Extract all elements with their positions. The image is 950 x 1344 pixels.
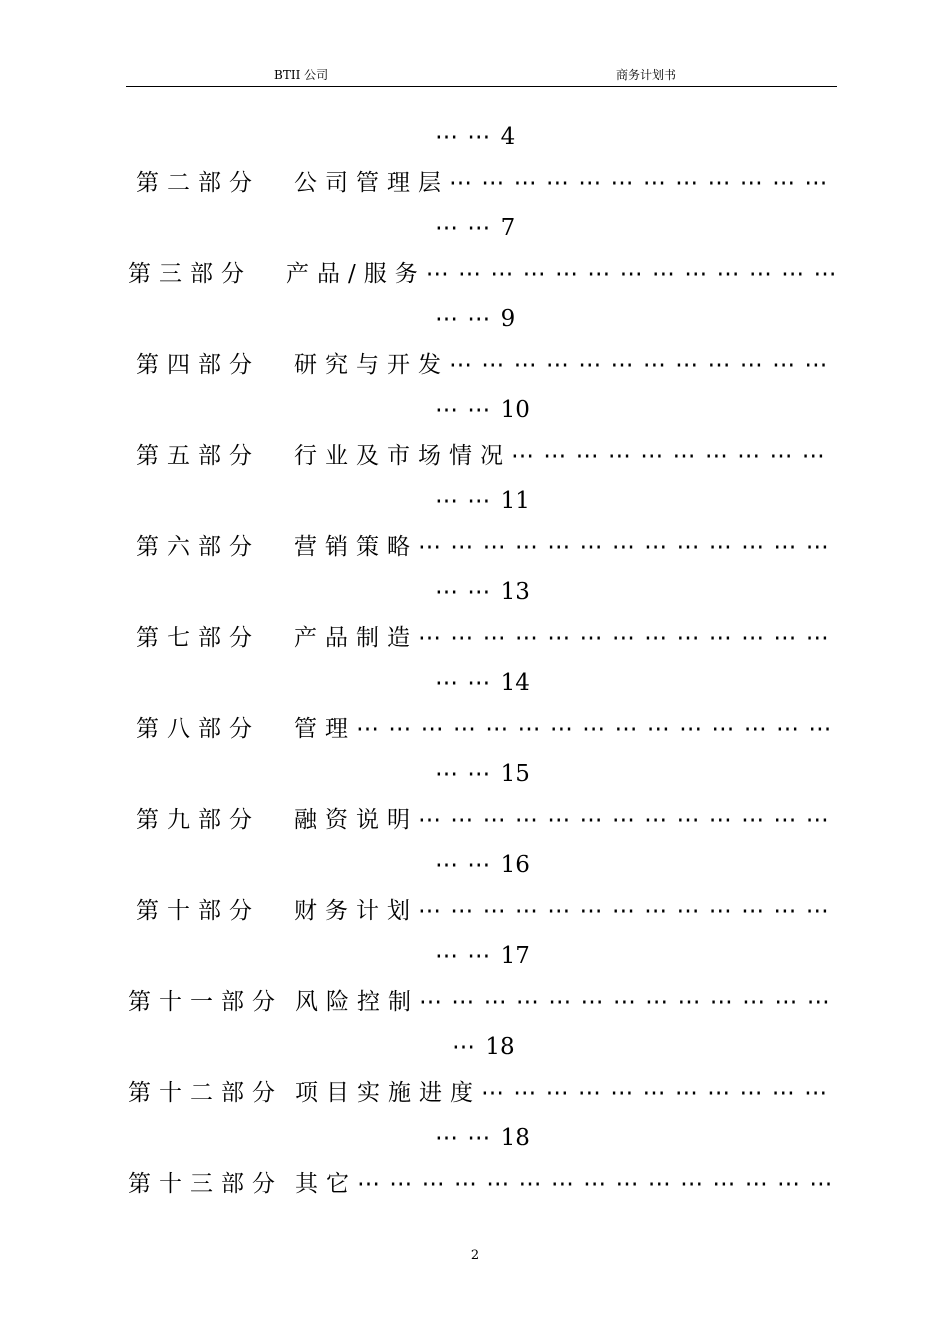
- toc-leader-dots: ⋯ ⋯ ⋯ ⋯ ⋯ ⋯ ⋯ ⋯ ⋯ ⋯ ⋯ ⋯ ⋯: [418, 807, 830, 833]
- toc-page-number: 11: [500, 488, 530, 514]
- toc-entry[interactable]: [136, 715, 832, 743]
- toc-continuation-line: [435, 487, 530, 515]
- toc-entry[interactable]: [128, 1079, 828, 1107]
- toc-leader-dots: ⋯ ⋯ ⋯ ⋯ ⋯ ⋯ ⋯ ⋯ ⋯ ⋯ ⋯ ⋯ ⋯: [419, 989, 831, 1015]
- toc-page-number: 13: [500, 579, 530, 605]
- toc-entry[interactable]: [136, 624, 830, 652]
- toc-continuation-line: [435, 214, 515, 242]
- toc-entry-title: 研究与开发: [294, 352, 449, 378]
- toc-leader-dots: ⋯ ⋯: [435, 306, 492, 332]
- toc-leader-dots: ⋯ ⋯ ⋯ ⋯ ⋯ ⋯ ⋯ ⋯ ⋯ ⋯ ⋯: [481, 1080, 829, 1106]
- toc-continuation-line: [435, 305, 515, 333]
- toc-entry-title: 管理: [294, 716, 356, 742]
- toc-section-label: 第三部分: [128, 261, 252, 287]
- toc-leader-dots: ⋯ ⋯ ⋯ ⋯ ⋯ ⋯ ⋯ ⋯ ⋯ ⋯ ⋯ ⋯ ⋯: [418, 625, 830, 651]
- toc-section-label: 第七部分: [136, 625, 260, 651]
- toc-section-label: 第十一部分: [128, 989, 283, 1015]
- toc-entry-title: 公司管理层: [294, 170, 449, 196]
- header-document-title: 商务计划书: [616, 68, 677, 82]
- toc-leader-dots: ⋯ ⋯: [435, 124, 492, 150]
- toc-entry[interactable]: [136, 442, 826, 470]
- toc-leader-dots: ⋯ ⋯: [435, 943, 492, 969]
- toc-entry-title: 项目实施进度: [295, 1080, 481, 1106]
- toc-page-number: 4: [500, 124, 516, 150]
- toc-continuation-line: [435, 578, 530, 606]
- toc-leader-dots: ⋯ ⋯: [435, 215, 492, 241]
- toc-leader-dots: ⋯ ⋯: [435, 488, 492, 514]
- toc-continuation-line: [435, 851, 530, 879]
- toc-page-number: 18: [500, 1125, 530, 1151]
- toc-leader-dots: ⋯ ⋯: [435, 670, 492, 696]
- toc-section-label: 第二部分: [136, 170, 260, 196]
- toc-page-number: 16: [500, 852, 530, 878]
- toc-entry-title: 融资说明: [294, 807, 418, 833]
- toc-leader-dots: ⋯ ⋯: [435, 1125, 492, 1151]
- toc-section-label: 第五部分: [136, 443, 260, 469]
- toc-section-label: 第六部分: [136, 534, 260, 560]
- toc-entry[interactable]: [136, 806, 830, 834]
- toc-continuation-line: [435, 1124, 530, 1152]
- toc-continuation-line: [435, 942, 530, 970]
- toc-entry[interactable]: [128, 260, 837, 288]
- toc-leader-dots: ⋯: [452, 1034, 476, 1060]
- toc-page-number: 14: [500, 670, 530, 696]
- toc-section-label: 第十部分: [136, 898, 260, 924]
- toc-entry[interactable]: [128, 1170, 833, 1198]
- toc-leader-dots: ⋯ ⋯ ⋯ ⋯ ⋯ ⋯ ⋯ ⋯ ⋯ ⋯ ⋯ ⋯: [449, 352, 829, 378]
- toc-section-label: 第十三部分: [128, 1171, 283, 1197]
- toc-continuation-line: [452, 1033, 515, 1061]
- toc-entry-title: 其它: [295, 1171, 357, 1197]
- toc-entry[interactable]: [136, 533, 830, 561]
- header-company: BTII 公司: [274, 68, 329, 82]
- toc-continuation-line: [435, 760, 530, 788]
- toc-entry-title: 风险控制: [295, 989, 419, 1015]
- toc-leader-dots: ⋯ ⋯ ⋯ ⋯ ⋯ ⋯ ⋯ ⋯ ⋯ ⋯ ⋯ ⋯ ⋯ ⋯ ⋯: [356, 716, 833, 742]
- toc-continuation-line: [435, 396, 530, 424]
- toc-leader-dots: ⋯ ⋯: [435, 397, 492, 423]
- toc-page-number: 17: [500, 943, 530, 969]
- toc-leader-dots: ⋯ ⋯ ⋯ ⋯ ⋯ ⋯ ⋯ ⋯ ⋯ ⋯ ⋯ ⋯ ⋯: [418, 898, 830, 924]
- toc-page-number: 18: [485, 1034, 515, 1060]
- toc-page-number: 7: [500, 215, 516, 241]
- page-header: [126, 64, 837, 87]
- toc-page-number: 10: [500, 397, 530, 423]
- toc-section-label: 第四部分: [136, 352, 260, 378]
- toc-leader-dots: ⋯ ⋯: [435, 852, 492, 878]
- toc-leader-dots: ⋯ ⋯ ⋯ ⋯ ⋯ ⋯ ⋯ ⋯ ⋯ ⋯: [511, 443, 826, 469]
- toc-leader-dots: ⋯ ⋯: [435, 761, 492, 787]
- toc-entry-title: 行业及市场情况: [294, 443, 511, 469]
- toc-entry[interactable]: [128, 988, 831, 1016]
- toc-entry-title: 产品/服务: [286, 261, 426, 287]
- toc-page-number: 15: [500, 761, 530, 787]
- toc-page-number: 9: [500, 306, 516, 332]
- toc-continuation-line: [435, 669, 530, 697]
- toc-entry-title: 营销策略: [294, 534, 418, 560]
- toc-section-label: 第九部分: [136, 807, 260, 833]
- toc-leader-dots: ⋯ ⋯ ⋯ ⋯ ⋯ ⋯ ⋯ ⋯ ⋯ ⋯ ⋯ ⋯ ⋯: [418, 534, 830, 560]
- toc-entry[interactable]: [136, 897, 830, 925]
- toc-entry-title: 产品制造: [294, 625, 418, 651]
- toc-leader-dots: ⋯ ⋯ ⋯ ⋯ ⋯ ⋯ ⋯ ⋯ ⋯ ⋯ ⋯ ⋯ ⋯: [425, 261, 838, 287]
- toc-leader-dots: ⋯ ⋯ ⋯ ⋯ ⋯ ⋯ ⋯ ⋯ ⋯ ⋯ ⋯ ⋯: [449, 170, 829, 196]
- page-number: 2: [470, 1248, 480, 1263]
- toc-entry[interactable]: [136, 351, 828, 379]
- toc-section-label: 第八部分: [136, 716, 260, 742]
- toc-leader-dots: ⋯ ⋯: [435, 579, 492, 605]
- toc-entry[interactable]: [136, 169, 828, 197]
- toc-section-label: 第十二部分: [128, 1080, 283, 1106]
- toc-continuation-line: [435, 123, 515, 151]
- toc-entry-title: 财务计划: [294, 898, 418, 924]
- toc-leader-dots: ⋯ ⋯ ⋯ ⋯ ⋯ ⋯ ⋯ ⋯ ⋯ ⋯ ⋯ ⋯ ⋯ ⋯ ⋯: [357, 1171, 834, 1197]
